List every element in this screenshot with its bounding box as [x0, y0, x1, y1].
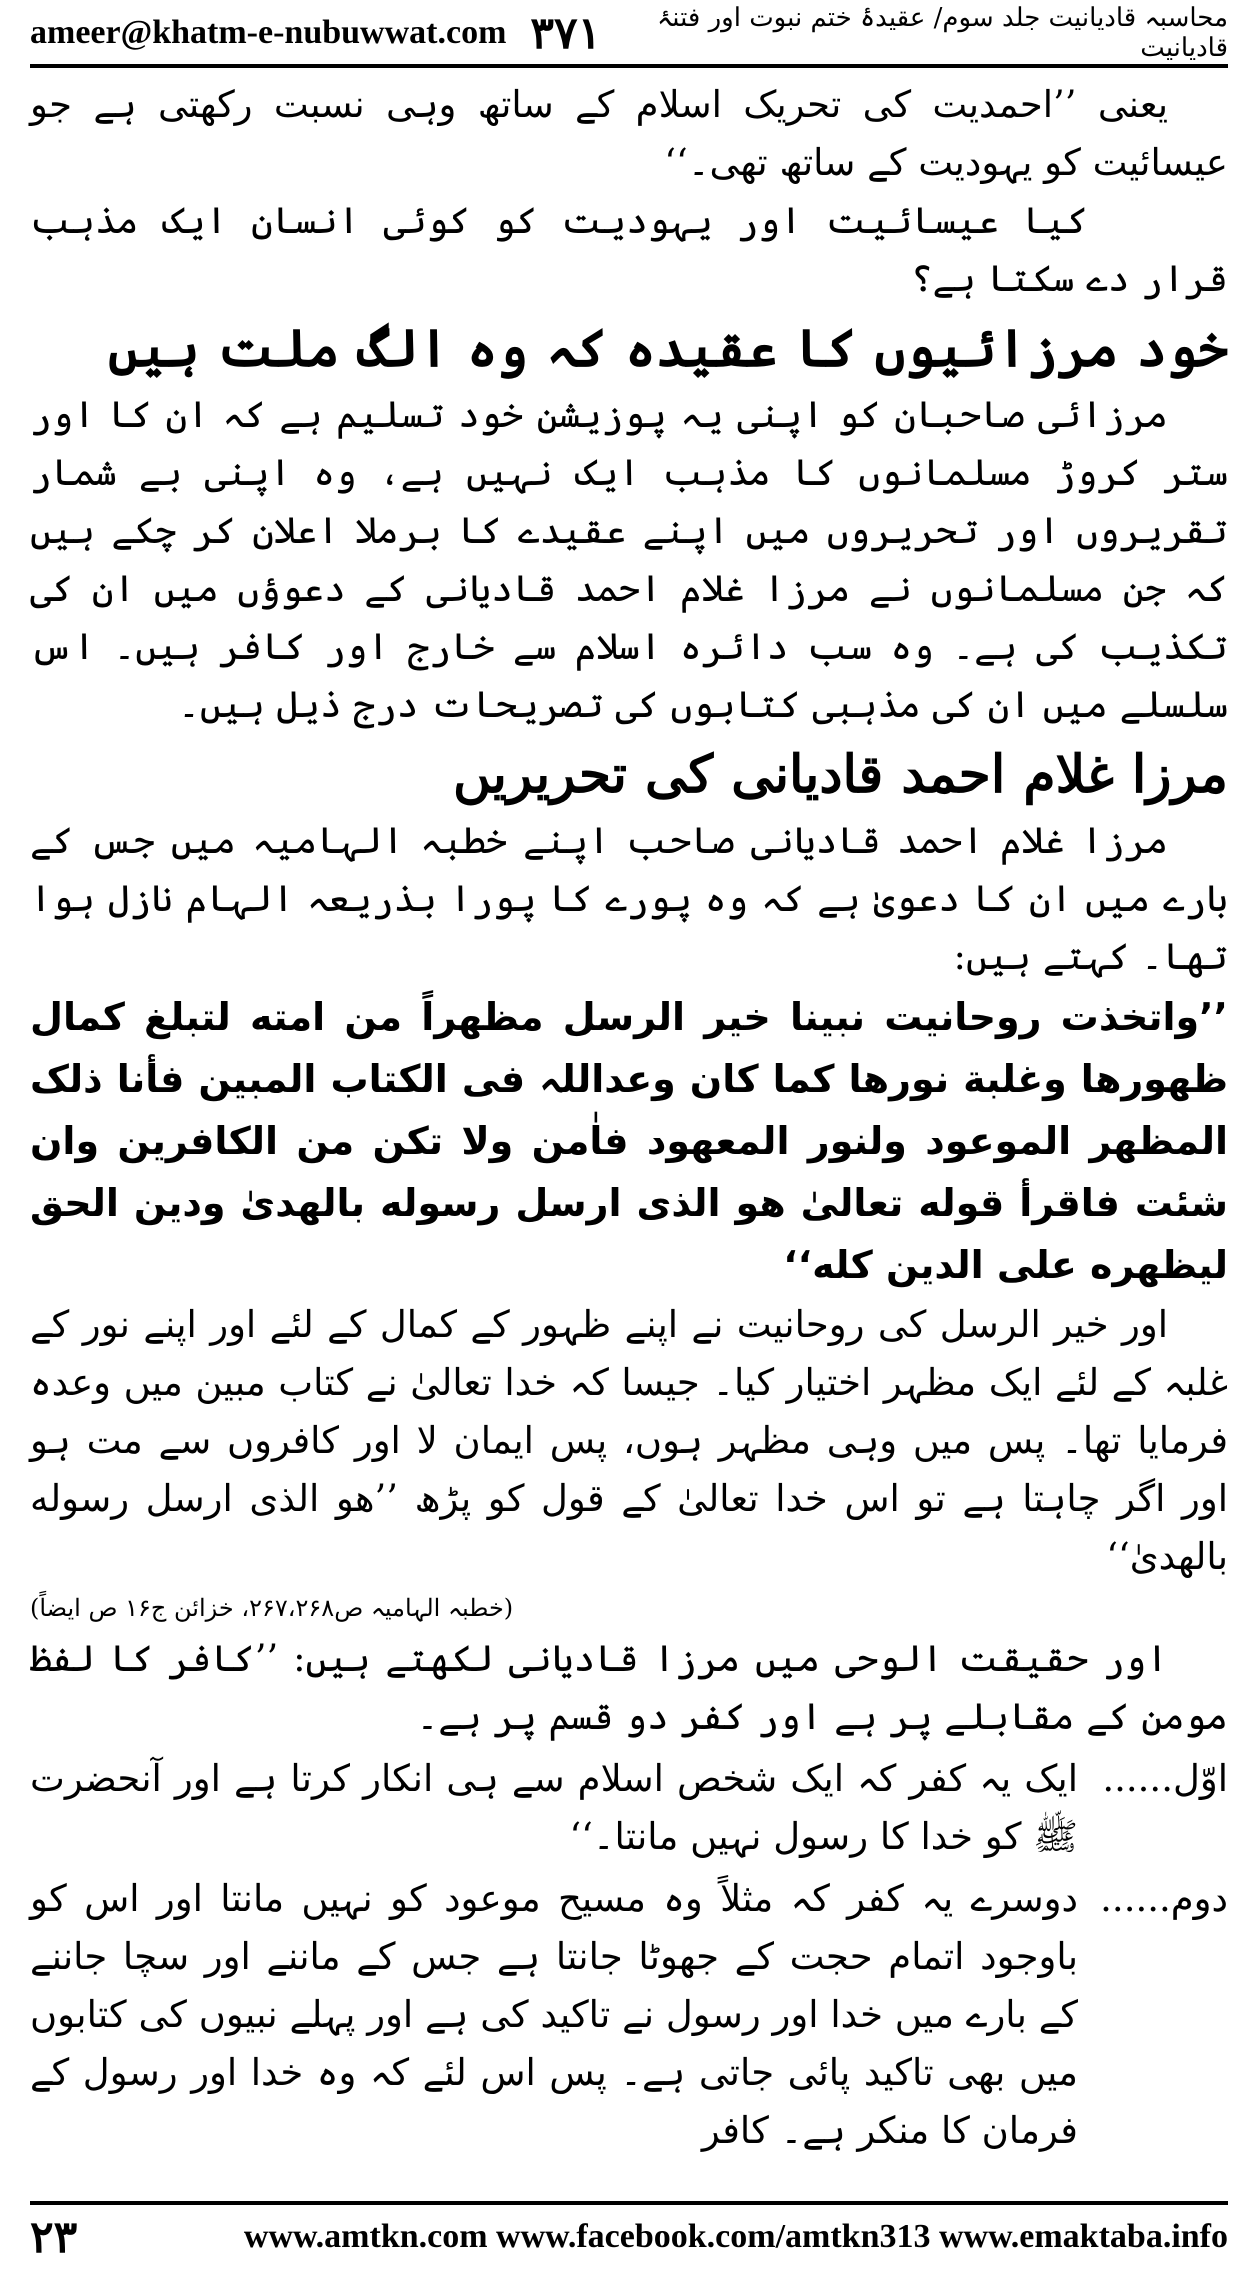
- reference-citation: (خطبہ الہامیہ ص۲۶۷،۲۶۸، خزائن ج۱۶ ص ایضاً): [30, 1594, 514, 1622]
- list-item-first: [30, 1750, 1228, 1866]
- page-header: [30, 3, 1228, 63]
- sheet-number: ۲۳: [30, 2211, 78, 2263]
- section-heading-2: مرزا غلام احمد قادیانی کی تحریریں: [452, 744, 1228, 805]
- item-text-second: دوسرے یہ کفر کہ مثلاً وہ مسیح موعود کو نہیں مانتا اور اس کو باوجود اتمام حجت کے جھوٹا جانتا ہے جس کے ماننے اور سچا جاننے کے بارے میں خدا اور رسول نے تاکید کی ہے اور پہلے نبیوں کی کتابوں میں بھی تاکید پائی جاتی ہے۔ پس اس لئے کہ وہ خدا اور رسول کے فرمان کا منکر ہے۔ کافر: [30, 1877, 1078, 2152]
- footer-rule: [30, 2201, 1228, 2205]
- quote-intro: یعنی ’’احمدیت کی تحریک اسلام کے ساتھ وہی نسبت رکھتی ہے جو عیسائیت کو یہودیت کے ساتھ تھی۔‘‘: [30, 83, 1228, 184]
- footer-urls: www.amtkn.com www.facebook.com/amtkn313 www.emaktaba.info: [243, 2218, 1228, 2255]
- item-label-second: دوم......: [1100, 1877, 1228, 1920]
- paragraph-4: اور حقیقت الوحی میں مرزا قادیانی لکھتے ہیں: ’’کافر کا لفظ مومن کے مقابلے پر ہے اور کفر دو قسم پر ہے۔: [30, 1637, 1228, 1738]
- item-label-first: اوّل......: [1102, 1757, 1228, 1800]
- list-item-second: [30, 1870, 1228, 2160]
- paragraph-2: مرزا غلام احمد قادیانی صاحب اپنے خطبہ الہامیہ میں جس کے بارے میں ان کا دعویٰ ہے کہ وہ پورے کا پورا بذریعہ الہام نازل ہوا تھا۔ کہتے ہیں:: [30, 819, 1228, 978]
- header-email: ameer@khatm-e-nubuwwat.com: [30, 14, 507, 51]
- section-heading-1: خود مرزائیوں کا عقیدہ کہ وہ الگ ملت ہیں: [108, 318, 1228, 379]
- page-body: [30, 76, 1228, 2164]
- question-line: کیا عیسائیت اور یہودیت کو کوئی انسان ایک مذہب قرار دے سکتا ہے؟: [30, 199, 1228, 300]
- paragraph-1: مرزائی صاحبان کو اپنی یہ پوزیشن خود تسلیم ہے کہ ان کا اور ستر کروڑ مسلمانوں کا مذہب ایک نہیں ہے، وہ اپنی بے شمار تقریروں اور تحریروں میں اپنے عقیدے کا برملا اعلان کر چکے ہیں کہ جن مسلمانوں نے مرزا غلام احمد قادیانی کے دعوؤں میں ان کی تکذیب کی ہے۔ وہ سب دائرہ اسلام سے خارج اور کافر ہیں۔ اس سلسلے میں ان کی مذہبی کتابوں کی تصریحات درج ذیل ہیں۔: [30, 393, 1228, 726]
- page-number: ۳۷۱: [530, 7, 602, 59]
- arabic-quotation: ’’واتخذت روحانیت نبینا خیر الرسل مظھراً من امته لتبلغ کمال ظھورھا وغلبة نورھا کما کان وعداللہ فی الکتاب المبین فأنا ذلک المظھر الموعود ولنور المعھود فاٰمن ولا تکن من الکافرین وان شئت فاقرأ قوله تعالیٰ ھو الذی ارسل رسوله بالھدیٰ ودین الحق لیظھره علی الدین کله‘‘: [30, 995, 1228, 1287]
- running-title: محاسبہ قادیانیت جلد سوم/ عقیدۂ ختم نبوت اور فتنۂ قادیانیت: [656, 3, 1228, 63]
- header-rule: [30, 64, 1228, 68]
- paragraph-3: اور خیر الرسل کی روحانیت نے اپنے ظہور کے کمال کے لئے اور اپنے نور کے غلبہ کے لئے ایک مظہر اختیار کیا۔ جیسا کہ خدا تعالیٰ نے کتاب مبین میں وعدہ فرمایا تھا۔ پس میں وہی مظہر ہوں، پس ایمان لا اور کافروں سے مت ہو اور اگر چاہتا ہے تو اس خدا تعالیٰ کے قول کو پڑھ ’’ھو الذی ارسل رسوله بالھدیٰ‘‘: [30, 1303, 1228, 1578]
- page-footer: [30, 2211, 1228, 2263]
- item-text-first: ایک یہ کفر کہ ایک شخص اسلام سے ہی انکار کرتا ہے اور آنحضرت ﷺ کو خدا کا رسول نہیں مانتا۔‘‘: [30, 1757, 1078, 1858]
